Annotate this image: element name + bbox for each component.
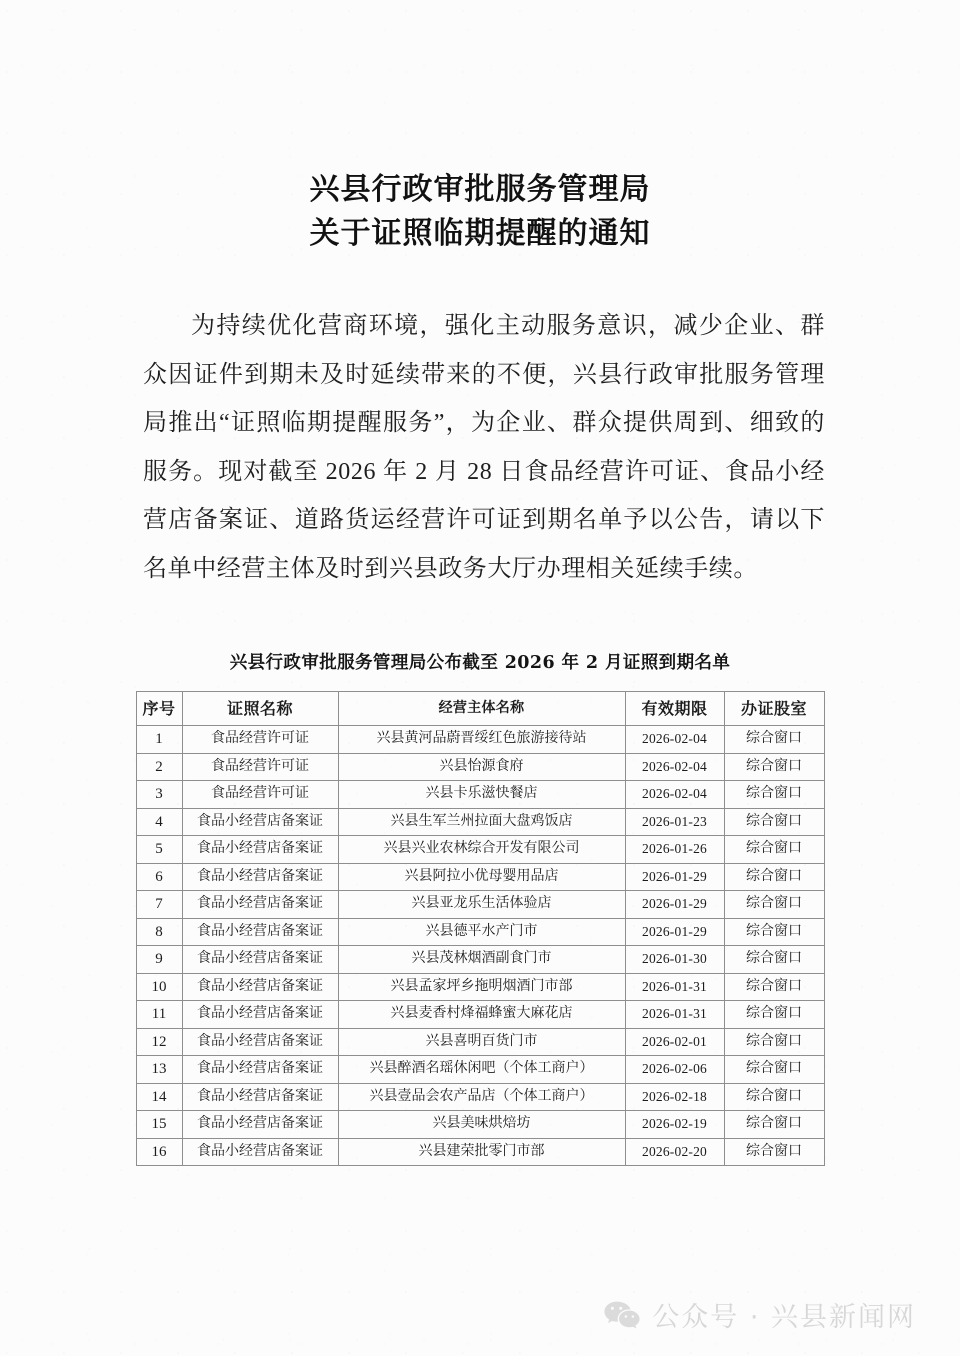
column-header-certificate-name: 证照名称 bbox=[182, 692, 338, 726]
cell-office: 综合窗口 bbox=[724, 1001, 824, 1029]
table-row bbox=[136, 836, 824, 864]
column-header-valid-until: 有效期限 bbox=[625, 692, 724, 726]
cell-office: 综合窗口 bbox=[724, 863, 824, 891]
cell-certificate-name: 食品小经营店备案证 bbox=[182, 891, 338, 919]
cell-valid-until: 2026-02-04 bbox=[625, 753, 724, 781]
cell-certificate-name: 食品小经营店备案证 bbox=[182, 918, 338, 946]
column-header-index: 序号 bbox=[136, 692, 182, 726]
cell-business-subject: 兴县茂林烟酒副食门市 bbox=[338, 946, 625, 974]
table-row bbox=[136, 1001, 824, 1029]
table-row bbox=[136, 891, 824, 919]
cell-office: 综合窗口 bbox=[724, 1138, 824, 1166]
table-body bbox=[136, 726, 824, 1166]
cell-office: 综合窗口 bbox=[724, 891, 824, 919]
cell-office: 综合窗口 bbox=[724, 1028, 824, 1056]
cell-office: 综合窗口 bbox=[724, 753, 824, 781]
cell-index: 13 bbox=[136, 1056, 182, 1084]
cell-office: 综合窗口 bbox=[724, 808, 824, 836]
cell-business-subject: 兴县孟家坪乡拖明烟酒门市部 bbox=[338, 973, 625, 1001]
cell-index: 5 bbox=[136, 836, 182, 864]
cell-valid-until: 2026-02-18 bbox=[625, 1083, 724, 1111]
watermark-text: 公众号 · 兴县新闻网 bbox=[652, 1302, 916, 1333]
cell-valid-until: 2026-02-01 bbox=[625, 1028, 724, 1056]
cell-business-subject: 兴县建荣批零门市部 bbox=[338, 1138, 625, 1166]
cell-certificate-name: 食品小经营店备案证 bbox=[182, 1083, 338, 1111]
cell-index: 14 bbox=[136, 1083, 182, 1111]
page-title bbox=[0, 0, 960, 256]
cell-certificate-name: 食品小经营店备案证 bbox=[182, 836, 338, 864]
cell-certificate-name: 食品经营许可证 bbox=[182, 753, 338, 781]
table-row bbox=[136, 726, 824, 754]
table-row bbox=[136, 1138, 824, 1166]
cell-valid-until: 2026-01-29 bbox=[625, 918, 724, 946]
cell-office: 综合窗口 bbox=[724, 836, 824, 864]
cell-index: 8 bbox=[136, 918, 182, 946]
expiring-certificates-table bbox=[136, 691, 825, 1166]
cell-index: 12 bbox=[136, 1028, 182, 1056]
table-container bbox=[0, 674, 960, 1166]
table-row bbox=[136, 781, 824, 809]
table-row bbox=[136, 1028, 824, 1056]
cell-valid-until: 2026-01-23 bbox=[625, 808, 724, 836]
table-caption: 兴县行政审批服务管理局公布截至 2026 年 2 月证照到期名单 bbox=[229, 653, 731, 673]
cell-valid-until: 2026-02-04 bbox=[625, 726, 724, 754]
notice-body bbox=[0, 256, 960, 593]
cell-certificate-name: 食品小经营店备案证 bbox=[182, 1138, 338, 1166]
notice-paragraph: 为持续优化营商环境，强化主动服务意识，减少企业、群众因证件到期未及时延续带来的不便，兴县行政审批服务管理局推出“证照临期提醒服务”，为企业、群众提供周到、细致的服务。现对截至 2026 年 2 月 28 日食品经营许可证、食品小经营店备案证、道路货运经营许可证到期名单予以公告，请以下名单中经营主体及时到兴县政务大厅办理相关延续手续。 bbox=[143, 313, 825, 582]
cell-business-subject: 兴县壹品会农产品店（个体工商户） bbox=[338, 1083, 625, 1111]
cell-valid-until: 2026-02-19 bbox=[625, 1111, 724, 1139]
table-row bbox=[136, 1111, 824, 1139]
cell-index: 4 bbox=[136, 808, 182, 836]
cell-valid-until: 2026-01-29 bbox=[625, 891, 724, 919]
cell-index: 10 bbox=[136, 973, 182, 1001]
cell-valid-until: 2026-01-31 bbox=[625, 1001, 724, 1029]
cell-office: 综合窗口 bbox=[724, 973, 824, 1001]
watermark bbox=[604, 1295, 916, 1334]
cell-business-subject: 兴县生军兰州拉面大盘鸡饭店 bbox=[338, 808, 625, 836]
column-header-office: 办证股室 bbox=[724, 692, 824, 726]
table-header-row bbox=[136, 692, 824, 726]
table-row bbox=[136, 1083, 824, 1111]
cell-index: 2 bbox=[136, 753, 182, 781]
cell-business-subject: 兴县麦香村烽福蜂蜜大麻花店 bbox=[338, 1001, 625, 1029]
title-line-1: 兴县行政审批服务管理局 bbox=[309, 172, 651, 207]
cell-business-subject: 兴县阿拉小优母婴用品店 bbox=[338, 863, 625, 891]
cell-office: 综合窗口 bbox=[724, 1083, 824, 1111]
cell-office: 综合窗口 bbox=[724, 1111, 824, 1139]
cell-index: 9 bbox=[136, 946, 182, 974]
cell-certificate-name: 食品小经营店备案证 bbox=[182, 1111, 338, 1139]
cell-certificate-name: 食品小经营店备案证 bbox=[182, 973, 338, 1001]
table-row bbox=[136, 946, 824, 974]
cell-index: 16 bbox=[136, 1138, 182, 1166]
cell-business-subject: 兴县醉酒名瑶休闲吧（个体工商户） bbox=[338, 1056, 625, 1084]
cell-certificate-name: 食品经营许可证 bbox=[182, 781, 338, 809]
cell-certificate-name: 食品小经营店备案证 bbox=[182, 1056, 338, 1084]
wechat-icon bbox=[604, 1300, 640, 1330]
cell-certificate-name: 食品小经营店备案证 bbox=[182, 946, 338, 974]
cell-index: 3 bbox=[136, 781, 182, 809]
cell-index: 6 bbox=[136, 863, 182, 891]
cell-index: 11 bbox=[136, 1001, 182, 1029]
cell-valid-until: 2026-01-30 bbox=[625, 946, 724, 974]
cell-business-subject: 兴县怡源食府 bbox=[338, 753, 625, 781]
cell-index: 15 bbox=[136, 1111, 182, 1139]
cell-certificate-name: 食品经营许可证 bbox=[182, 726, 338, 754]
cell-certificate-name: 食品小经营店备案证 bbox=[182, 1028, 338, 1056]
cell-business-subject: 兴县黄河品蔚晋绥红色旅游接待站 bbox=[338, 726, 625, 754]
cell-office: 综合窗口 bbox=[724, 1056, 824, 1084]
cell-valid-until: 2026-01-29 bbox=[625, 863, 724, 891]
cell-certificate-name: 食品小经营店备案证 bbox=[182, 808, 338, 836]
table-header bbox=[136, 692, 824, 726]
cell-business-subject: 兴县亚龙乐生活体验店 bbox=[338, 891, 625, 919]
cell-valid-until: 2026-02-20 bbox=[625, 1138, 724, 1166]
cell-business-subject: 兴县卡乐滋快餐店 bbox=[338, 781, 625, 809]
table-row bbox=[136, 1056, 824, 1084]
cell-valid-until: 2026-02-06 bbox=[625, 1056, 724, 1084]
table-row bbox=[136, 863, 824, 891]
cell-business-subject: 兴县兴业农林综合开发有限公司 bbox=[338, 836, 625, 864]
cell-certificate-name: 食品小经营店备案证 bbox=[182, 1001, 338, 1029]
cell-valid-until: 2026-01-26 bbox=[625, 836, 724, 864]
cell-office: 综合窗口 bbox=[724, 726, 824, 754]
table-row bbox=[136, 753, 824, 781]
cell-business-subject: 兴县美味烘焙坊 bbox=[338, 1111, 625, 1139]
cell-office: 综合窗口 bbox=[724, 918, 824, 946]
cell-certificate-name: 食品小经营店备案证 bbox=[182, 863, 338, 891]
cell-office: 综合窗口 bbox=[724, 781, 824, 809]
table-row bbox=[136, 808, 824, 836]
title-line-2: 关于证照临期提醒的通知 bbox=[309, 216, 651, 251]
cell-business-subject: 兴县喜明百货门市 bbox=[338, 1028, 625, 1056]
cell-index: 7 bbox=[136, 891, 182, 919]
column-header-business-subject: 经营主体名称 bbox=[338, 692, 625, 726]
cell-index: 1 bbox=[136, 726, 182, 754]
table-row bbox=[136, 918, 824, 946]
cell-valid-until: 2026-02-04 bbox=[625, 781, 724, 809]
cell-business-subject: 兴县德平水产门市 bbox=[338, 918, 625, 946]
table-row bbox=[136, 973, 824, 1001]
cell-valid-until: 2026-01-31 bbox=[625, 973, 724, 1001]
cell-office: 综合窗口 bbox=[724, 946, 824, 974]
